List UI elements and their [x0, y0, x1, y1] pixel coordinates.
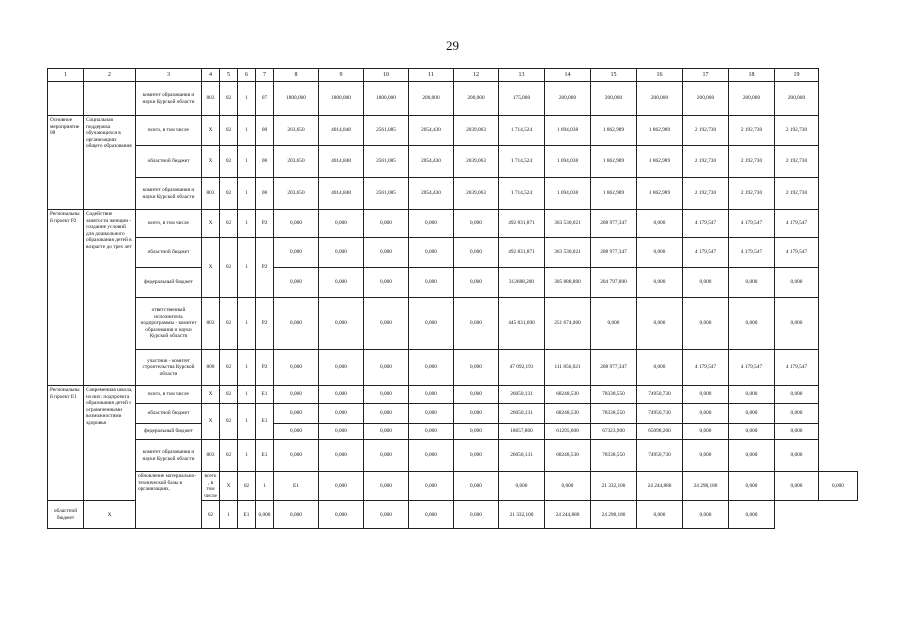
- table-cell: 204 797,800: [591, 268, 637, 298]
- table-cell: 363 530,021: [545, 210, 591, 238]
- table-cell: 0,000: [319, 238, 364, 268]
- table-cell: 0,000: [729, 424, 775, 440]
- table-cell: 803: [202, 82, 220, 116]
- table-row: [48, 424, 858, 440]
- table-cell: 200,000: [545, 82, 591, 116]
- column-number: 14: [545, 69, 591, 82]
- table-cell: P2: [256, 350, 274, 386]
- table-cell: 0,000: [364, 268, 409, 298]
- column-number: 15: [591, 69, 637, 82]
- table-cell: E1: [256, 404, 274, 440]
- table-cell: 0,000: [454, 386, 499, 404]
- table-cell: 02: [220, 82, 238, 116]
- table-cell: X: [84, 501, 136, 529]
- table-cell: 1: [238, 298, 256, 350]
- table-cell: P2: [256, 298, 274, 350]
- table-cell: 4 179,547: [775, 210, 819, 238]
- table-cell: 47 092,191: [499, 350, 545, 386]
- table-cell: 0,000: [409, 472, 454, 501]
- table-cell: 0,000: [775, 298, 819, 350]
- table-cell: 0,000: [683, 268, 729, 298]
- table-row: [48, 178, 858, 210]
- table-cell: 0,000: [683, 298, 729, 350]
- table-cell: 68248,530: [545, 386, 591, 404]
- table-cell: 74950,730: [637, 386, 683, 404]
- table-cell: 0,000: [683, 440, 729, 472]
- table-cell: 1: [238, 440, 256, 472]
- table-row: [48, 268, 858, 298]
- table-cell: всего, в том числе: [202, 472, 220, 501]
- table-cell: 0,000: [454, 298, 499, 350]
- table-cell: 1 694,038: [545, 178, 591, 210]
- table-cell: 0,000: [319, 350, 364, 386]
- table-cell: 2039,063: [454, 178, 499, 210]
- table-cell: 2 192,730: [683, 146, 729, 178]
- table-cell: 0,000: [409, 501, 454, 529]
- table-cell: 203,650: [274, 146, 319, 178]
- table-cell: 74950,730: [637, 440, 683, 472]
- table-cell: 203,650: [274, 116, 319, 146]
- table-cell: Региональный проект P2: [48, 210, 84, 386]
- table-cell: 1: [238, 178, 256, 210]
- table-cell: 0,000: [256, 501, 274, 529]
- table-cell: 0,000: [683, 386, 729, 404]
- table-cell: 0,000: [729, 404, 775, 424]
- header-row: [48, 69, 858, 82]
- table-cell: 2 192,730: [729, 178, 775, 210]
- table-cell: 02: [220, 298, 238, 350]
- table-cell: 2561,085: [364, 116, 409, 146]
- table-cell: 1: [238, 210, 256, 238]
- table-cell: 1: [256, 472, 274, 501]
- table-cell: 02: [202, 501, 220, 529]
- table-cell: 18657,800: [499, 424, 545, 440]
- table-cell: 0,000: [364, 424, 409, 440]
- table-cell: участник - комитет строительства Курской области: [136, 350, 202, 386]
- table-cell: 2 192,730: [775, 116, 819, 146]
- table-row: [48, 404, 858, 424]
- table-cell: 2561,085: [364, 146, 409, 178]
- table-cell: 1 694,038: [545, 116, 591, 146]
- table-cell: 08: [256, 146, 274, 178]
- table-cell: 0,000: [319, 210, 364, 238]
- table-cell: 74950,730: [637, 404, 683, 424]
- table-cell: 78338,550: [591, 440, 637, 472]
- table-cell: 0,000: [499, 472, 545, 501]
- table-cell: Социальная поддержка обучающихся в организациях общего образования: [84, 116, 136, 210]
- table-cell: X: [220, 472, 238, 501]
- table-cell: 305 888,800: [545, 268, 591, 298]
- table-cell: 2054,430: [409, 178, 454, 210]
- table-cell: 803: [202, 440, 220, 472]
- table-cell: ответственный исполнитель подпрограммы - комитет образования и науки Курской области: [136, 298, 202, 350]
- table-cell: 26050,131: [499, 386, 545, 404]
- table-cell: федеральный бюджет: [136, 424, 202, 440]
- table-cell: 492 831,871: [499, 210, 545, 238]
- column-number: 9: [319, 69, 364, 82]
- column-number: 6: [238, 69, 256, 82]
- table-cell: 02: [238, 472, 256, 501]
- table-cell: Содействие занятости женщин - создание условий для дошкольного образования детей в возрасте до трех лет: [84, 210, 136, 386]
- table-cell: 1 862,989: [591, 146, 637, 178]
- table-cell: 0,000: [274, 350, 319, 386]
- table-cell: 4 179,547: [775, 238, 819, 268]
- table-cell: 0,000: [409, 440, 454, 472]
- table-cell: 808: [202, 350, 220, 386]
- table-cell: 1: [238, 238, 256, 298]
- table-cell: 24 298,180: [683, 472, 729, 501]
- table-cell: 1 862,989: [637, 178, 683, 210]
- table-cell: 1 862,989: [637, 116, 683, 146]
- table-cell: всего, в том числе: [136, 210, 202, 238]
- table-cell: E1: [256, 440, 274, 472]
- table-cell: 0,000: [637, 501, 683, 529]
- table-cell: 1: [238, 146, 256, 178]
- table-cell: 0,000: [775, 268, 819, 298]
- table-cell: 2 192,730: [729, 116, 775, 146]
- table-cell: 0,000: [683, 404, 729, 424]
- table-cell: E1: [238, 501, 256, 529]
- table-row: [48, 82, 858, 116]
- table-cell: 2 192,730: [729, 146, 775, 178]
- table-cell: областной бюджет: [136, 404, 202, 424]
- column-number: 2: [84, 69, 136, 82]
- table-cell: 08: [256, 116, 274, 146]
- table-cell: X: [202, 386, 220, 404]
- table-cell: Основное мероприятие 08: [48, 116, 84, 210]
- table-cell: X: [202, 146, 220, 178]
- table-cell: 0,000: [274, 404, 319, 424]
- table-cell: X: [202, 210, 220, 238]
- table-cell: 0,000: [274, 298, 319, 350]
- table-cell: 200,000: [637, 82, 683, 116]
- table-cell: 0,000: [364, 298, 409, 350]
- table-cell: 24 244,880: [545, 501, 591, 529]
- table-cell: 0,000: [274, 440, 319, 472]
- table-cell: 0,000: [319, 386, 364, 404]
- table-cell: 0,000: [729, 440, 775, 472]
- table-cell: 0,000: [454, 238, 499, 268]
- table-cell: 1: [220, 501, 238, 529]
- table-cell: 0,000: [637, 268, 683, 298]
- column-number: 19: [775, 69, 819, 82]
- table-cell: 0,000: [409, 268, 454, 298]
- table-cell: комитет образования и науки Курской области: [136, 440, 202, 472]
- table-cell: X: [202, 116, 220, 146]
- table-cell: 111 856,021: [545, 350, 591, 386]
- column-number: 5: [220, 69, 238, 82]
- table-cell: всего, в том числе: [136, 386, 202, 404]
- table-cell: 02: [220, 178, 238, 210]
- table-cell: 21 332,100: [499, 501, 545, 529]
- column-number: 10: [364, 69, 409, 82]
- table-cell: 2 192,730: [775, 146, 819, 178]
- table-cell: 65098,200: [637, 424, 683, 440]
- table-cell: 0,000: [319, 268, 364, 298]
- table-cell: 1 862,989: [591, 178, 637, 210]
- column-number: 13: [499, 69, 545, 82]
- table-cell: 1 714,524: [499, 178, 545, 210]
- table-cell: 0,000: [274, 268, 319, 298]
- table-cell: 0,000: [454, 350, 499, 386]
- table-cell: 0,000: [409, 238, 454, 268]
- table-cell: 0,000: [364, 501, 409, 529]
- table-cell: 0,000: [819, 472, 858, 501]
- column-number: 3: [136, 69, 202, 82]
- table-cell: 803: [202, 178, 220, 210]
- table-cell: 0,000: [775, 424, 819, 440]
- table-cell: 0,000: [683, 424, 729, 440]
- table-cell: 1800,000: [364, 82, 409, 116]
- table-cell: 0,000: [637, 298, 683, 350]
- table-cell: 67323,900: [591, 424, 637, 440]
- table-cell: 208 977,347: [591, 210, 637, 238]
- table-cell: 803: [202, 298, 220, 350]
- column-number: 11: [409, 69, 454, 82]
- table-cell: 0,000: [319, 404, 364, 424]
- table-cell: P2: [256, 238, 274, 298]
- table-cell: 0,000: [409, 424, 454, 440]
- table-cell: 0,000: [409, 386, 454, 404]
- table-cell: 02: [220, 210, 238, 238]
- table-cell: 68248,530: [545, 440, 591, 472]
- table-cell: 26050,131: [499, 440, 545, 472]
- table-cell: комитет образования и науки Курской области: [136, 82, 202, 116]
- table-cell: 203,650: [274, 178, 319, 210]
- column-number: 16: [637, 69, 683, 82]
- table-cell: федеральный бюджет: [136, 268, 202, 298]
- table-cell: Современная школа, из них: подпроекта образования детей с ограниченными возможностями здоровья: [84, 386, 136, 501]
- table-cell: 78338,550: [591, 404, 637, 424]
- table-cell: X: [202, 404, 220, 440]
- table-cell: 0,000: [454, 501, 499, 529]
- table-cell: 0,000: [274, 386, 319, 404]
- table-cell: 0,000: [775, 472, 819, 501]
- table-cell: 1 862,989: [591, 116, 637, 146]
- table-cell: 1 862,989: [637, 146, 683, 178]
- table-cell: 175,000: [499, 82, 545, 116]
- table-cell: 0,000: [364, 386, 409, 404]
- column-number: 8: [274, 69, 319, 82]
- table-cell: 0,000: [319, 440, 364, 472]
- table-cell: 0,000: [637, 210, 683, 238]
- table-cell: 02: [220, 238, 238, 298]
- table-cell: 1800,000: [319, 82, 364, 116]
- table-cell: 24 298,180: [591, 501, 637, 529]
- table-cell: 24 244,880: [637, 472, 683, 501]
- table-cell: 492 831,871: [499, 238, 545, 268]
- table-cell: E1: [256, 386, 274, 404]
- table-cell: 08: [256, 178, 274, 210]
- table-cell: P2: [256, 210, 274, 238]
- table-cell: 4 179,547: [683, 350, 729, 386]
- table-cell: 4014,848: [319, 116, 364, 146]
- table-row: [48, 210, 858, 238]
- table-cell: 200,000: [775, 82, 819, 116]
- table-cell: 0,000: [729, 501, 775, 529]
- table-row: [48, 386, 858, 404]
- table-cell: всего, в том числе: [136, 116, 202, 146]
- table-cell: 2561,085: [364, 178, 409, 210]
- table-cell: 0,000: [454, 404, 499, 424]
- table-cell: 4 179,547: [729, 238, 775, 268]
- table-cell: 2039,063: [454, 116, 499, 146]
- table-cell: комитет образования и науки Курской области: [136, 178, 202, 210]
- table-cell: областной бюджет: [136, 146, 202, 178]
- table-cell: 2054,430: [409, 116, 454, 146]
- table-cell: 0,000: [637, 350, 683, 386]
- table-cell: 26050,131: [499, 404, 545, 424]
- table-cell: 2054,430: [409, 146, 454, 178]
- table-cell: 0,000: [775, 404, 819, 424]
- table-cell: 4 179,547: [683, 238, 729, 268]
- table-cell: 0,000: [454, 210, 499, 238]
- page-number: 29: [446, 38, 459, 53]
- table-cell: 208 977,347: [591, 238, 637, 268]
- table-cell: 0,000: [364, 350, 409, 386]
- table-cell: 4 179,547: [729, 210, 775, 238]
- budget-table: [47, 68, 858, 529]
- column-number: 4: [202, 69, 220, 82]
- table-cell: 0,000: [274, 501, 319, 529]
- table-cell: областной бюджет: [48, 501, 84, 529]
- table-cell: 0,000: [545, 472, 591, 501]
- table-cell: 0,000: [729, 472, 775, 501]
- table-cell: 78338,550: [591, 386, 637, 404]
- table-cell: 0,000: [454, 472, 499, 501]
- column-number: 12: [454, 69, 499, 82]
- table-cell: 1 714,524: [499, 146, 545, 178]
- table-cell: 02: [220, 350, 238, 386]
- table-cell: 0,000: [637, 238, 683, 268]
- table-cell: 4 179,547: [775, 350, 819, 386]
- table-cell: 251 674,000: [545, 298, 591, 350]
- table-row: [48, 472, 858, 501]
- table-cell: 0,000: [591, 298, 637, 350]
- table-cell: 0,000: [409, 210, 454, 238]
- table-cell: 0,000: [364, 404, 409, 424]
- table-cell: 2 192,730: [775, 178, 819, 210]
- table-cell: 200,000: [591, 82, 637, 116]
- column-number: 1: [48, 69, 84, 82]
- table-cell: 2 192,730: [683, 178, 729, 210]
- table-row: [48, 116, 858, 146]
- table-cell: 1 714,524: [499, 116, 545, 146]
- table-cell: 4014,848: [319, 146, 364, 178]
- table-cell: 1: [238, 350, 256, 386]
- table-cell: 2 192,730: [683, 116, 729, 146]
- table-cell: Региональный проект E1: [48, 386, 84, 501]
- table-cell: 200,000: [409, 82, 454, 116]
- table-cell: 0,000: [364, 210, 409, 238]
- table-cell: 0,000: [319, 501, 364, 529]
- table-cell: 200,000: [683, 82, 729, 116]
- table-cell: 0,000: [775, 440, 819, 472]
- table-cell: 312688,200: [499, 268, 545, 298]
- table-cell: [48, 82, 84, 116]
- table-cell: 0,000: [274, 238, 319, 268]
- table-cell: 363 530,021: [545, 238, 591, 268]
- table-cell: 208 977,347: [591, 350, 637, 386]
- table-cell: E1: [274, 472, 319, 501]
- table-cell: 445 831,690: [499, 298, 545, 350]
- table-cell: 0,000: [729, 298, 775, 350]
- table-cell: обновление материально-технической базы в организациях,: [136, 472, 202, 529]
- table-cell: 0,000: [319, 424, 364, 440]
- table-cell: 4 179,547: [683, 210, 729, 238]
- table-cell: 200,000: [729, 82, 775, 116]
- table-cell: 0,000: [364, 238, 409, 268]
- table-cell: 0,000: [409, 298, 454, 350]
- table-row: [48, 238, 858, 268]
- table-cell: 0,000: [454, 424, 499, 440]
- table-cell: 1: [238, 82, 256, 116]
- table-cell: 21 332,100: [591, 472, 637, 501]
- table-cell: 0,000: [454, 440, 499, 472]
- table-cell: 02: [220, 146, 238, 178]
- table-cell: [84, 82, 136, 116]
- table-cell: 61295,600: [545, 424, 591, 440]
- table-cell: 1 694,038: [545, 146, 591, 178]
- table-cell: 07: [256, 82, 274, 116]
- table-cell: 02: [220, 440, 238, 472]
- table-row: [48, 146, 858, 178]
- table-cell: 1: [238, 116, 256, 146]
- table-cell: 0,000: [409, 404, 454, 424]
- table-cell: областной бюджет: [136, 238, 202, 268]
- table-cell: 0,000: [454, 268, 499, 298]
- table-cell: 02: [220, 404, 238, 440]
- table-row: [48, 440, 858, 472]
- table-cell: 0,000: [409, 350, 454, 386]
- table-cell: 0,000: [364, 440, 409, 472]
- table-row: [48, 298, 858, 350]
- table-cell: 4 179,547: [729, 350, 775, 386]
- table-cell: 0,000: [683, 501, 729, 529]
- table-cell: 0,000: [729, 268, 775, 298]
- table-cell: 02: [220, 386, 238, 404]
- table-cell: 1: [238, 404, 256, 440]
- table-cell: 02: [220, 116, 238, 146]
- table-cell: 200,000: [454, 82, 499, 116]
- table-cell: 2039,063: [454, 146, 499, 178]
- column-number: 17: [683, 69, 729, 82]
- table-cell: 0,000: [364, 472, 409, 501]
- column-number: 18: [729, 69, 775, 82]
- table-cell: 0,000: [775, 386, 819, 404]
- table-cell: 0,000: [274, 424, 319, 440]
- table-cell: 0,000: [274, 210, 319, 238]
- table-cell: X: [202, 238, 220, 298]
- table-cell: 0,000: [729, 386, 775, 404]
- column-number: 7: [256, 69, 274, 82]
- table-cell: 68248,530: [545, 404, 591, 424]
- table-row: [48, 350, 858, 386]
- table-cell: 1: [238, 386, 256, 404]
- table-cell: 0,000: [319, 298, 364, 350]
- table-cell: 1800,000: [274, 82, 319, 116]
- table-cell: 4014,848: [319, 178, 364, 210]
- table-cell: 0,000: [319, 472, 364, 501]
